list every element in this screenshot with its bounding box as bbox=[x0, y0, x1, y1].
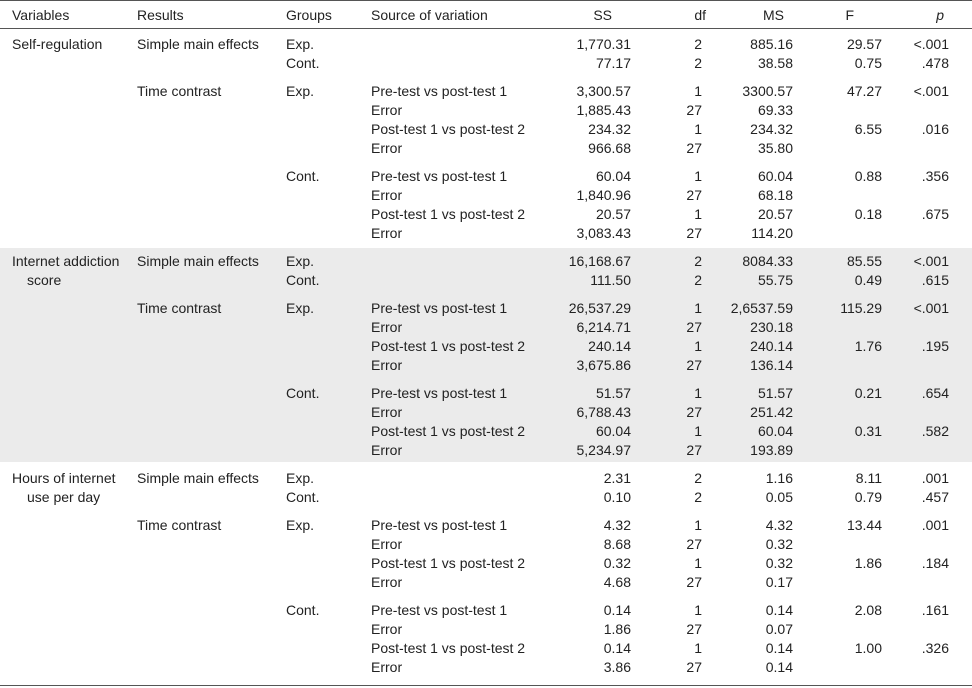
p-cell: .675 bbox=[921, 206, 949, 222]
group-cell: Cont. bbox=[286, 272, 320, 288]
variable-cell: score bbox=[27, 272, 62, 288]
source-cell: Error bbox=[371, 621, 403, 637]
ss-cell: 4.68 bbox=[603, 574, 631, 590]
source-cell: Post-test 1 vs post-test 2 bbox=[371, 206, 526, 222]
source-cell: Error bbox=[371, 404, 403, 420]
ms-cell: 60.04 bbox=[757, 168, 793, 184]
p-cell: .161 bbox=[921, 602, 949, 618]
df-cell: 27 bbox=[686, 140, 702, 156]
variable-cell: Hours of internet bbox=[12, 470, 116, 486]
f-cell: 0.49 bbox=[854, 272, 882, 288]
header-groups: Groups bbox=[286, 7, 332, 23]
df-cell: 1 bbox=[694, 385, 702, 401]
ss-cell: 0.10 bbox=[603, 489, 631, 505]
f-cell: 47.27 bbox=[846, 83, 882, 99]
ms-cell: 55.75 bbox=[757, 272, 793, 288]
ss-cell: 1,885.43 bbox=[576, 102, 631, 118]
group-cell: Exp. bbox=[286, 83, 315, 99]
source-cell: Post-test 1 vs post-test 2 bbox=[371, 338, 526, 354]
p-cell: .184 bbox=[921, 555, 949, 571]
ss-cell: 26,537.29 bbox=[568, 300, 631, 316]
df-cell: 1 bbox=[694, 517, 702, 533]
group-cell: Cont. bbox=[286, 602, 320, 618]
ms-cell: 0.32 bbox=[765, 536, 793, 552]
source-cell: Pre-test vs post-test 1 bbox=[371, 300, 508, 316]
df-cell: 1 bbox=[694, 555, 702, 571]
ss-cell: 6,214.71 bbox=[576, 319, 631, 335]
p-cell: .195 bbox=[921, 338, 949, 354]
source-cell: Pre-test vs post-test 1 bbox=[371, 602, 508, 618]
ms-cell: 35.80 bbox=[757, 140, 793, 156]
ss-cell: 3,083.43 bbox=[576, 225, 631, 241]
ss-cell: 1,840.96 bbox=[576, 187, 631, 203]
header-p: p bbox=[936, 7, 944, 23]
ms-cell: 0.14 bbox=[765, 640, 793, 656]
source-cell: Error bbox=[371, 187, 403, 203]
df-cell: 1 bbox=[694, 423, 702, 439]
source-cell: Error bbox=[371, 319, 403, 335]
ms-cell: 4.32 bbox=[765, 517, 793, 533]
ms-cell: 136.14 bbox=[750, 357, 793, 373]
ms-cell: 193.89 bbox=[750, 442, 793, 458]
group-cell: Cont. bbox=[286, 168, 320, 184]
p-cell: .326 bbox=[921, 640, 949, 656]
source-cell: Error bbox=[371, 536, 403, 552]
f-cell: 6.55 bbox=[854, 121, 882, 137]
ss-cell: 6,788.43 bbox=[576, 404, 631, 420]
df-cell: 27 bbox=[686, 319, 702, 335]
p-cell: .615 bbox=[921, 272, 949, 288]
header-rule bbox=[0, 28, 972, 29]
result-cell: Time contrast bbox=[137, 517, 222, 533]
f-cell: 1.00 bbox=[854, 640, 882, 656]
p-cell: .016 bbox=[921, 121, 949, 137]
p-cell: .654 bbox=[921, 385, 949, 401]
ms-cell: 0.14 bbox=[765, 602, 793, 618]
result-cell: Time contrast bbox=[137, 300, 222, 316]
p-cell: <.001 bbox=[913, 300, 949, 316]
header-df: df bbox=[694, 7, 706, 23]
ss-cell: 1.86 bbox=[603, 621, 631, 637]
source-cell: Pre-test vs post-test 1 bbox=[371, 517, 508, 533]
result-cell: Time contrast bbox=[137, 83, 222, 99]
f-cell: 0.18 bbox=[854, 206, 882, 222]
ms-cell: 60.04 bbox=[757, 423, 793, 439]
df-cell: 1 bbox=[694, 640, 702, 656]
p-cell: .001 bbox=[921, 517, 949, 533]
ms-cell: 234.32 bbox=[750, 121, 793, 137]
df-cell: 2 bbox=[694, 470, 702, 486]
df-cell: 2 bbox=[694, 272, 702, 288]
top-rule bbox=[0, 0, 972, 1]
group-cell: Cont. bbox=[286, 385, 320, 401]
ss-cell: 3.86 bbox=[603, 659, 631, 675]
ms-cell: 251.42 bbox=[750, 404, 793, 420]
header-ms: MS bbox=[763, 7, 784, 23]
ms-cell: 3300.57 bbox=[742, 83, 793, 99]
source-cell: Post-test 1 vs post-test 2 bbox=[371, 640, 526, 656]
df-cell: 27 bbox=[686, 574, 702, 590]
group-cell: Exp. bbox=[286, 300, 315, 316]
df-cell: 1 bbox=[694, 338, 702, 354]
ms-cell: 69.33 bbox=[757, 102, 793, 118]
df-cell: 27 bbox=[686, 102, 702, 118]
ss-cell: 3,675.86 bbox=[576, 357, 631, 373]
df-cell: 1 bbox=[694, 206, 702, 222]
ss-cell: 60.04 bbox=[595, 423, 631, 439]
ss-cell: 4.32 bbox=[603, 517, 631, 533]
ss-cell: 8.68 bbox=[603, 536, 631, 552]
ms-cell: 2,6537.59 bbox=[730, 300, 793, 316]
group-cell: Cont. bbox=[286, 489, 320, 505]
ms-cell: 0.05 bbox=[765, 489, 793, 505]
group-cell: Exp. bbox=[286, 36, 315, 52]
ms-cell: 230.18 bbox=[750, 319, 793, 335]
df-cell: 1 bbox=[694, 83, 702, 99]
f-cell: 0.88 bbox=[854, 168, 882, 184]
variable-cell: Self-regulation bbox=[12, 36, 103, 52]
header-f: F bbox=[845, 7, 854, 23]
f-cell: 0.75 bbox=[854, 55, 882, 71]
ms-cell: 20.57 bbox=[757, 206, 793, 222]
source-cell: Pre-test vs post-test 1 bbox=[371, 385, 508, 401]
f-cell: 0.31 bbox=[854, 423, 882, 439]
source-cell: Error bbox=[371, 140, 403, 156]
df-cell: 2 bbox=[694, 36, 702, 52]
ms-cell: 0.17 bbox=[765, 574, 793, 590]
source-cell: Error bbox=[371, 225, 403, 241]
source-cell: Error bbox=[371, 357, 403, 373]
ss-cell: 111.50 bbox=[590, 272, 631, 288]
ss-cell: 0.14 bbox=[603, 640, 631, 656]
ms-cell: 240.14 bbox=[750, 338, 793, 354]
df-cell: 27 bbox=[686, 404, 702, 420]
f-cell: 0.79 bbox=[854, 489, 882, 505]
ss-cell: 1,770.31 bbox=[576, 36, 631, 52]
variable-cell: use per day bbox=[27, 489, 101, 505]
source-cell: Error bbox=[371, 659, 403, 675]
ss-cell: 0.14 bbox=[603, 602, 631, 618]
p-cell: <.001 bbox=[913, 253, 949, 269]
bottom-rule bbox=[0, 685, 972, 686]
df-cell: 2 bbox=[694, 489, 702, 505]
df-cell: 27 bbox=[686, 442, 702, 458]
group-cell: Exp. bbox=[286, 470, 315, 486]
source-cell: Error bbox=[371, 574, 403, 590]
ss-cell: 2.31 bbox=[603, 470, 631, 486]
ss-cell: 240.14 bbox=[588, 338, 631, 354]
ms-cell: 38.58 bbox=[757, 55, 793, 71]
ss-cell: 5,234.97 bbox=[576, 442, 631, 458]
ms-cell: 114.20 bbox=[751, 225, 793, 241]
f-cell: 1.86 bbox=[854, 555, 882, 571]
df-cell: 1 bbox=[694, 121, 702, 137]
ss-cell: 77.17 bbox=[595, 55, 631, 71]
source-cell: Error bbox=[371, 102, 403, 118]
ms-cell: 885.16 bbox=[750, 36, 793, 52]
group-cell: Cont. bbox=[286, 55, 320, 71]
f-cell: 85.55 bbox=[846, 253, 882, 269]
ms-cell: 1.16 bbox=[765, 470, 793, 486]
p-cell: .478 bbox=[921, 55, 949, 71]
f-cell: 13.44 bbox=[846, 517, 882, 533]
p-cell: <.001 bbox=[913, 83, 949, 99]
ss-cell: 3,300.57 bbox=[576, 83, 631, 99]
df-cell: 27 bbox=[686, 187, 702, 203]
f-cell: 115.29 bbox=[840, 300, 882, 316]
p-cell: .001 bbox=[921, 470, 949, 486]
ss-cell: 51.57 bbox=[595, 385, 631, 401]
ms-cell: 0.07 bbox=[765, 621, 793, 637]
ms-cell: 68.18 bbox=[757, 187, 793, 203]
f-cell: 1.76 bbox=[854, 338, 882, 354]
group-cell: Exp. bbox=[286, 517, 315, 533]
df-cell: 27 bbox=[686, 357, 702, 373]
df-cell: 2 bbox=[694, 253, 702, 269]
df-cell: 2 bbox=[694, 55, 702, 71]
ss-cell: 966.68 bbox=[588, 140, 631, 156]
df-cell: 27 bbox=[686, 621, 702, 637]
ms-cell: 8084.33 bbox=[742, 253, 793, 269]
ss-cell: 20.57 bbox=[595, 206, 631, 222]
f-cell: 8.11 bbox=[855, 470, 882, 486]
f-cell: 29.57 bbox=[846, 36, 882, 52]
p-cell: .582 bbox=[921, 423, 949, 439]
ms-cell: 0.14 bbox=[765, 659, 793, 675]
ms-cell: 51.57 bbox=[757, 385, 793, 401]
source-cell: Pre-test vs post-test 1 bbox=[371, 83, 508, 99]
header-source: Source of variation bbox=[371, 7, 488, 23]
df-cell: 1 bbox=[694, 300, 702, 316]
p-cell: .356 bbox=[921, 168, 949, 184]
f-cell: 2.08 bbox=[854, 602, 882, 618]
result-cell: Simple main effects bbox=[137, 253, 259, 269]
df-cell: 1 bbox=[694, 168, 702, 184]
source-cell: Post-test 1 vs post-test 2 bbox=[371, 555, 526, 571]
ss-cell: 234.32 bbox=[588, 121, 631, 137]
header-variables: Variables bbox=[12, 7, 70, 23]
header-ss: SS bbox=[593, 7, 612, 23]
ss-cell: 16,168.67 bbox=[568, 253, 631, 269]
p-cell: .457 bbox=[921, 489, 949, 505]
df-cell: 27 bbox=[686, 536, 702, 552]
df-cell: 27 bbox=[686, 225, 702, 241]
ss-cell: 0.32 bbox=[603, 555, 631, 571]
result-cell: Simple main effects bbox=[137, 36, 259, 52]
result-cell: Simple main effects bbox=[137, 470, 259, 486]
f-cell: 0.21 bbox=[854, 385, 882, 401]
source-cell: Post-test 1 vs post-test 2 bbox=[371, 121, 526, 137]
ms-cell: 0.32 bbox=[765, 555, 793, 571]
source-cell: Pre-test vs post-test 1 bbox=[371, 168, 508, 184]
header-results: Results bbox=[137, 7, 184, 23]
source-cell: Error bbox=[371, 442, 403, 458]
group-cell: Exp. bbox=[286, 253, 315, 269]
df-cell: 27 bbox=[686, 659, 702, 675]
ss-cell: 60.04 bbox=[595, 168, 631, 184]
variable-cell: Internet addiction bbox=[12, 253, 120, 269]
df-cell: 1 bbox=[694, 602, 702, 618]
source-cell: Post-test 1 vs post-test 2 bbox=[371, 423, 526, 439]
p-cell: <.001 bbox=[913, 36, 949, 52]
